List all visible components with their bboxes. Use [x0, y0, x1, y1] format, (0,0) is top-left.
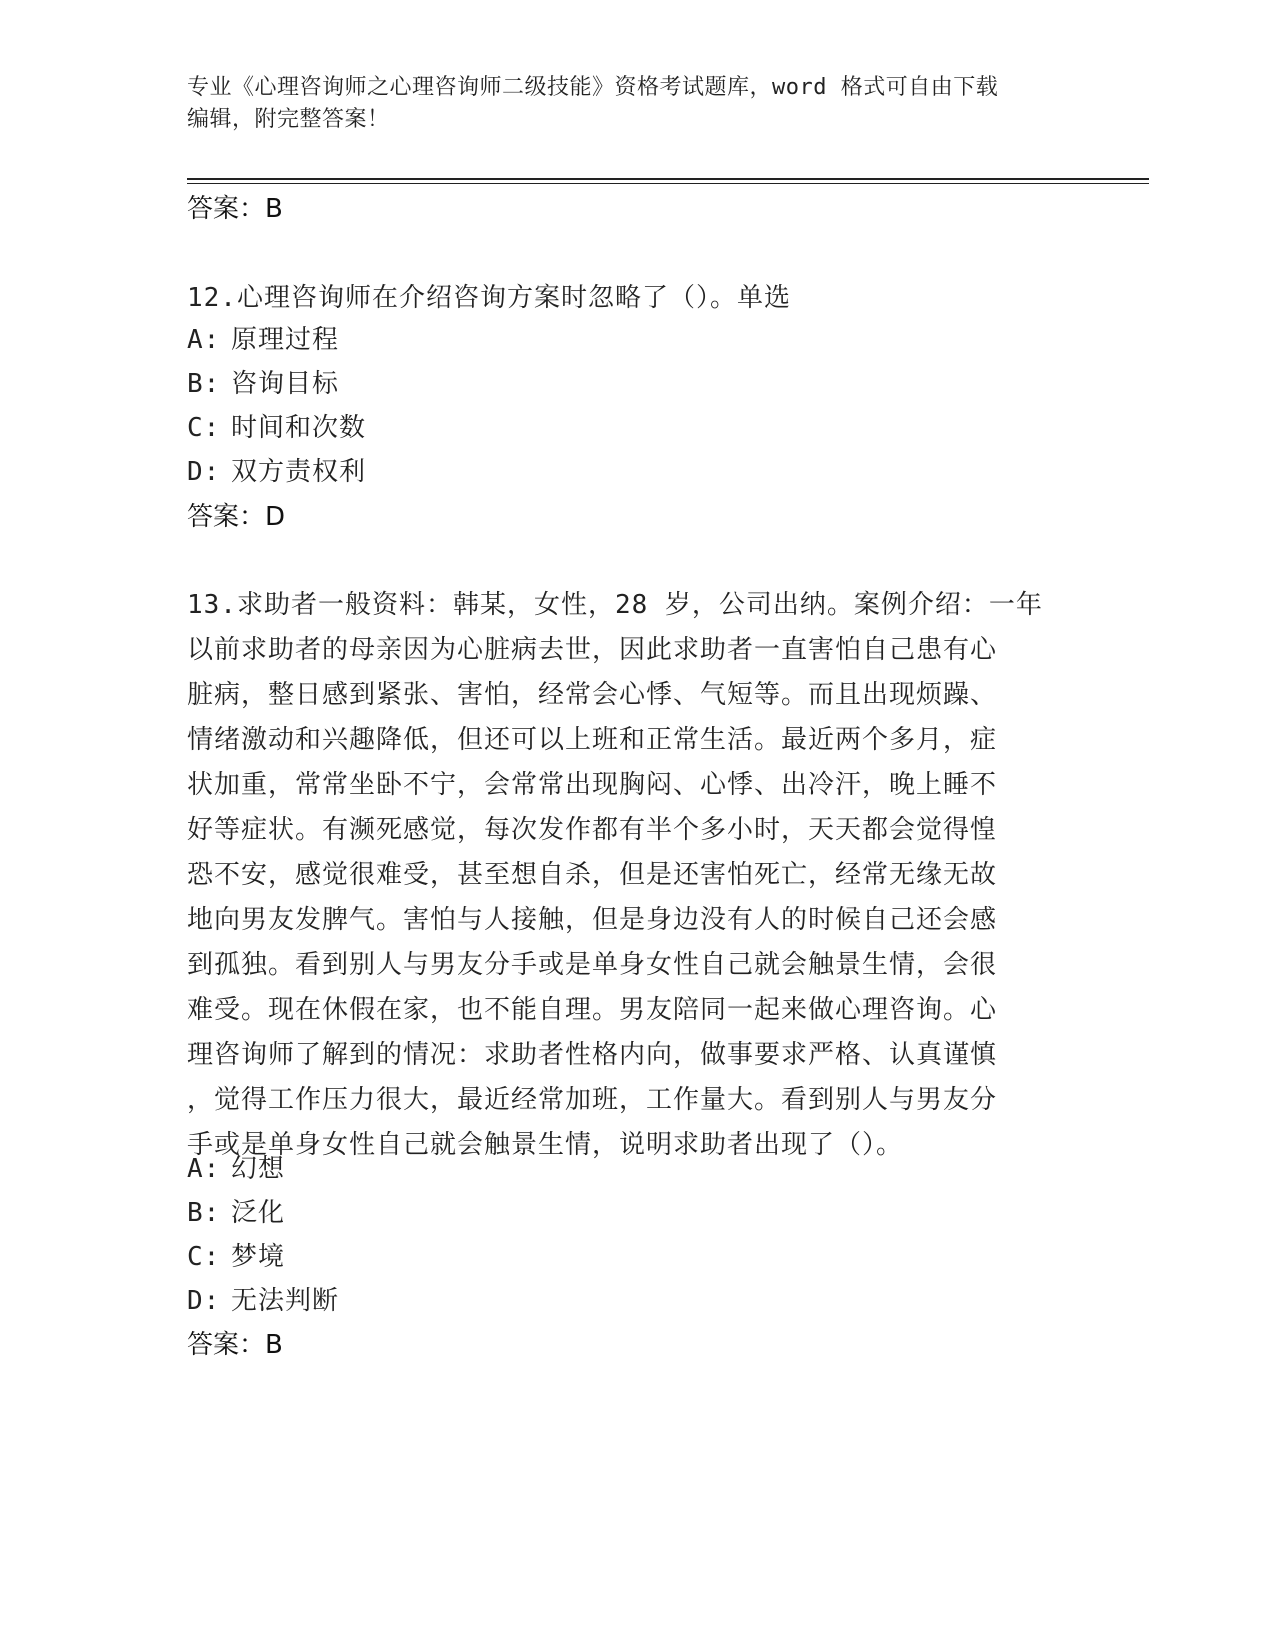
stem-line: 情绪激动和兴趣降低，但还可以上班和正常生活。最近两个多月，症	[187, 725, 998, 755]
stem-line: 状加重，常常坐卧不宁，会常常出现胸闷、心悸、出冷汗，晚上睡不	[187, 770, 998, 800]
option-letter: C:	[187, 413, 221, 443]
header-divider-thick	[187, 178, 1149, 180]
question-13-stem	[187, 583, 1077, 1168]
option-letter: D:	[187, 1286, 221, 1316]
option-text: 时间和次数	[231, 413, 367, 443]
option-letter: A:	[187, 325, 221, 355]
stem-line: ，觉得工作压力很大，最近经常加班，工作量大。看到别人与男友分	[187, 1085, 998, 1115]
question-12-answer: 答案：D	[187, 502, 286, 532]
option-text: 咨询目标	[231, 369, 340, 399]
stem-line: 到孤独。看到别人与男友分手或是单身女性自己就会触景生情，会很	[187, 950, 998, 980]
header-line-1: 专业《心理咨询师之心理咨询师二级技能》资格考试题库，word 格式可自由下载	[187, 75, 999, 100]
stem-line: 恐不安，感觉很难受，甚至想自杀，但是还害怕死亡，经常无缘无故	[187, 860, 998, 890]
option-letter: A:	[187, 1154, 221, 1184]
stem-line: 手或是单身女性自己就会触景生情，说明求助者出现了（）。	[187, 1130, 904, 1160]
question-13-option-d	[187, 1283, 339, 1319]
option-text: 幻想	[231, 1154, 286, 1184]
stem-line: 好等症状。有濒死感觉，每次发作都有半个多小时，天天都会觉得惶	[187, 815, 998, 845]
question-13-option-c	[187, 1239, 285, 1275]
stem-line: 以前求助者的母亲因为心脏病去世，因此求助者一直害怕自己患有心	[187, 635, 998, 665]
question-12-option-d	[187, 454, 366, 490]
stem-line: 13.求助者一般资料：韩某，女性，28 岁，公司出纳。案例介绍：一年	[187, 590, 1043, 620]
option-letter: B:	[187, 1198, 221, 1228]
stem-line: 脏病，整日感到紧张、害怕，经常会心悸、气短等。而且出现烦躁、	[187, 680, 998, 710]
question-12-option-c	[187, 410, 366, 446]
option-letter: C:	[187, 1242, 221, 1272]
option-text: 泛化	[231, 1198, 286, 1228]
question-12-option-b	[187, 366, 339, 402]
stem-line: 地向男友发脾气。害怕与人接触，但是身边没有人的时候自己还会感	[187, 905, 998, 935]
question-12-stem: 12.心理咨询师在介绍咨询方案时忽略了（）。单选	[187, 283, 791, 313]
option-letter: D:	[187, 457, 221, 487]
previous-answer: 答案：B	[187, 194, 283, 224]
stem-line: 难受。现在休假在家，也不能自理。男友陪同一起来做心理咨询。心	[187, 995, 998, 1025]
option-text: 梦境	[231, 1242, 286, 1272]
question-13-option-b	[187, 1195, 285, 1231]
header-line-2: 编辑，附完整答案！	[187, 107, 390, 132]
option-text: 无法判断	[231, 1286, 340, 1316]
header-divider-thin	[187, 183, 1149, 184]
document-header	[187, 72, 1067, 136]
option-text: 双方责权利	[231, 457, 367, 487]
question-12-option-a	[187, 322, 339, 358]
option-letter: B:	[187, 369, 221, 399]
stem-line: 理咨询师了解到的情况：求助者性格内向，做事要求严格、认真谨慎	[187, 1040, 998, 1070]
question-13-answer: 答案：B	[187, 1330, 283, 1360]
question-13-option-a	[187, 1151, 285, 1187]
option-text: 原理过程	[231, 325, 340, 355]
